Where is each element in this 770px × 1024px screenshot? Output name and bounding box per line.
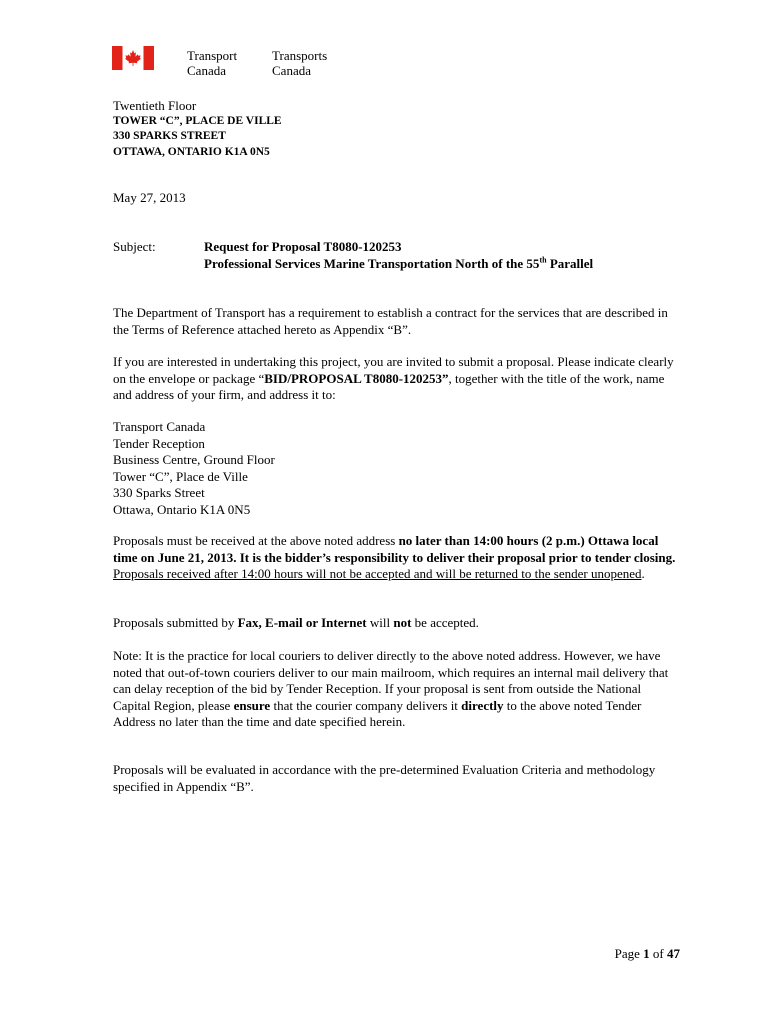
org-name-english-line2: Canada [187, 63, 226, 78]
address-line: 330 SPARKS STREET [113, 130, 226, 142]
address-line: OTTAWA, ONTARIO K1A 0N5 [113, 145, 270, 158]
org-name-french [272, 48, 327, 78]
paragraph-submission-methods: Proposals submitted by Fax, E-mail or Internet will not be accepted. [113, 615, 479, 630]
paragraph-deadline: Proposals must be received at the above noted address no later than 14:00 hours (2 p.m.) Ottawa local time on June 21, 2013. It is the bidder’s responsibility to deliver their proposal prior to tender closing. Proposals received after 14:00 hours will not be accepted and will be returned to the sender unopened. [113, 533, 676, 581]
mailing-line: Transport Canada [113, 419, 206, 434]
org-name-french-line2: Canada [272, 63, 311, 78]
org-name-english-line1: Transport [187, 48, 238, 63]
subject-line1: Request for Proposal T8080-120253 [204, 239, 402, 254]
paragraph-courier-note: Note: It is the practice for local couriers to deliver directly to the above noted address. However, we have noted that out-of-town couriers deliver to our main mailroom, which requires an internal mail delivery that can delay reception of the bid by Tender Reception. If your proposal is sent from outside the National Capital Region, please ensure that the courier company delivers it directly to the above noted Tender Address no later than the time and date specified herein. [113, 648, 669, 729]
letter-date: May 27, 2013 [113, 190, 186, 205]
org-name-french-line1: Transports [272, 48, 328, 63]
mailing-line: Ottawa, Ontario K1A 0N5 [113, 501, 251, 517]
sender-address [113, 98, 282, 160]
mailing-address [113, 419, 678, 518]
subject-text [204, 239, 593, 272]
mailing-line: 330 Sparks Street [113, 485, 205, 500]
subject-line2: Professional Services Marine Transportation North of the 55th Parallel [204, 255, 594, 271]
address-line: TOWER “C”, PLACE DE VILLE [113, 114, 282, 127]
subject-label: Subject: [113, 239, 156, 254]
page-number: Page 1 of 47 [614, 946, 680, 961]
canada-flag-icon [112, 46, 154, 70]
mailing-line: Tower “C”, Place de Ville [113, 468, 248, 484]
paragraph-instructions: If you are interested in undertaking this project, you are invited to submit a proposal. Please indicate clearly on the envelope or package “BID/PROPOSAL T8080-120253”, together with the title of the work, name and address of your firm, and address it to: [113, 354, 674, 402]
org-name-english [187, 48, 237, 78]
paragraph-evaluation: Proposals will be evaluated in accordance with the pre-determined Evaluation Criteria and methodology specified in Appendix “B”. [113, 762, 656, 794]
mailing-line: Business Centre, Ground Floor [113, 452, 275, 467]
mailing-line: Tender Reception [113, 435, 205, 451]
paragraph-intro: The Department of Transport has a requirement to establish a contract for the services that are described in the Terms of Reference attached hereto as Appendix “B”. [113, 305, 668, 337]
address-line: Twentieth Floor [113, 98, 197, 113]
